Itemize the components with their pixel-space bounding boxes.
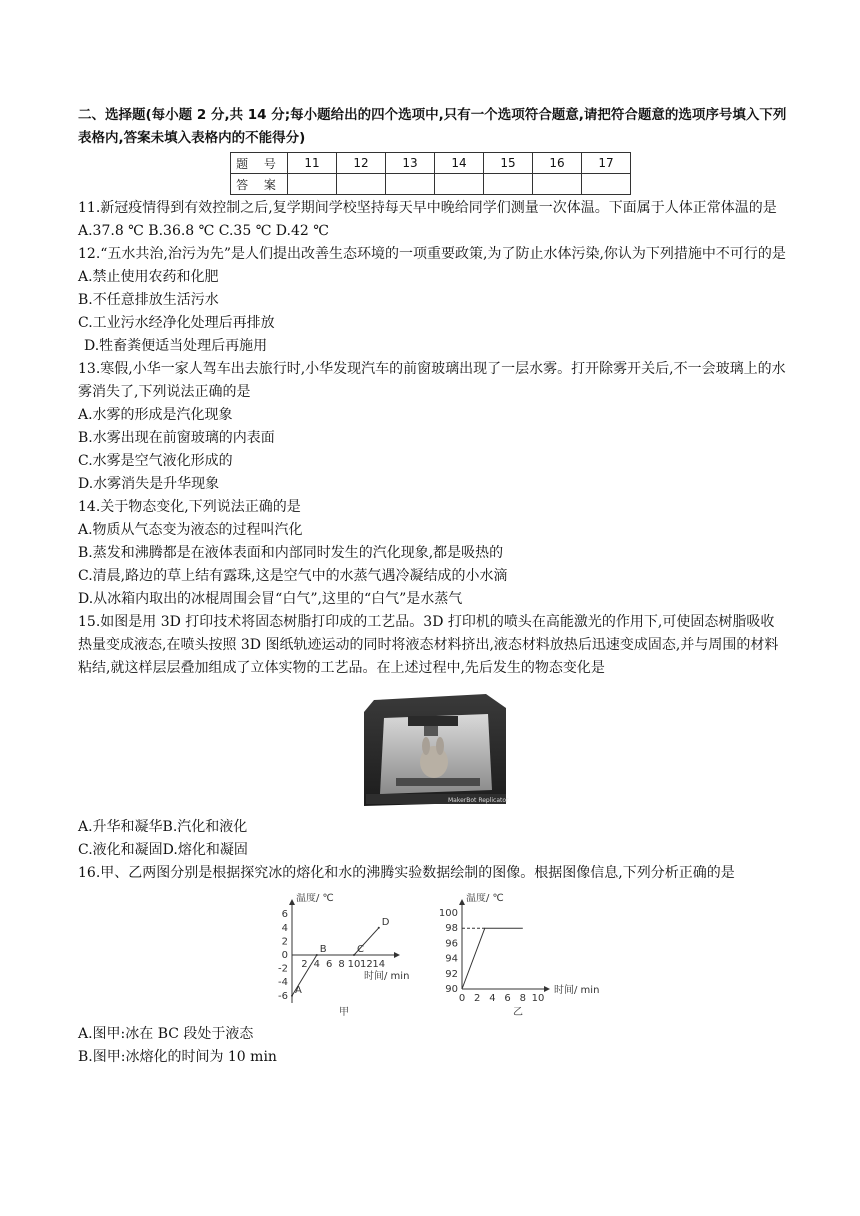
printer-image: [356, 690, 516, 810]
y-tick-label: 0: [281, 950, 288, 961]
y-tick-label: -6: [278, 990, 288, 1002]
q13-option-c: C.水雾是空气液化形成的: [78, 453, 233, 469]
q12-option-a: A.禁止使用农药和化肥: [78, 269, 219, 285]
printer-brand-label: MakerBot Replicator: [448, 797, 509, 804]
x-tick-label: 10: [347, 959, 361, 970]
answer-cell[interactable]: [533, 174, 582, 195]
answer-cell[interactable]: [386, 174, 435, 195]
y-tick-label: -4: [278, 977, 288, 989]
q14-option-c: C.清晨,路边的草上结有露珠,这是空气中的水蒸气遇冷凝结成的小水滴: [78, 568, 508, 584]
x-axis-label: 时间/ min: [554, 985, 600, 996]
x-axis-arrow: [394, 952, 400, 958]
point-label: D: [381, 916, 390, 928]
x-tick-label: 4: [489, 993, 496, 1004]
x-axis-label: 时间/ min: [364, 971, 410, 982]
x-tick-label: 0: [458, 993, 466, 1004]
y-tick-label: 90: [445, 984, 458, 995]
x-tick-label: 8: [519, 993, 526, 1004]
y-tick-label: 98: [445, 923, 458, 935]
q13-option-b: B.水雾出现在前窗玻璃的内表面: [78, 430, 275, 446]
exam-page: [78, 104, 788, 1069]
y-tick-label: 100: [438, 908, 458, 919]
series-line: [462, 928, 523, 989]
question-number-cell: 16: [533, 153, 582, 174]
y-tick-label: 6: [281, 909, 288, 921]
answer-table: [230, 152, 631, 195]
x-axis-arrow: [544, 986, 550, 992]
q15-stem: 15.如图是用 3D 打印技术将固态树脂打印成的工艺品。3D 打印机的喷头在高能激光的作用下,可使固态树脂吸收热量变成液态,在喷头按照 3D 图纸轨迹运动的同时将液态材料挤出,液态材料放热后迅速变成固态,并与周围的材料粘结,就这样层层叠加组成了立体实物的工艺品。在上述过程中,先后发生的物态变化是: [78, 614, 779, 676]
q12-option-c: C.工业污水经净化处理后再排放: [78, 315, 275, 331]
chart-title: 乙: [513, 1007, 523, 1018]
y-tick-label: 92: [445, 968, 458, 980]
y-axis-label: 温度/ ℃: [296, 893, 334, 904]
data-point: [291, 995, 293, 997]
q14-option-d: D.从冰箱内取出的冰棍周围会冒“白气”,这里的“白气”是水蒸气: [78, 591, 463, 607]
x-tick-label: 2: [474, 993, 481, 1004]
x-tick-label: 6: [326, 959, 333, 970]
chart-title: 甲: [339, 1007, 349, 1018]
answer-cell[interactable]: [435, 174, 484, 195]
x-tick-label: 10: [531, 993, 545, 1004]
q16-graphs: [266, 893, 616, 1023]
x-tick-label: 8: [338, 959, 345, 970]
data-point: [353, 954, 355, 956]
q12-option-b: B.不任意排放生活污水: [78, 292, 219, 308]
x-tick-label: 14: [372, 959, 386, 970]
q14-option-b: B.蒸发和沸腾都是在液体表面和内部同时发生的汽化现象,都是吸热的: [78, 545, 504, 561]
y-axis-label: 温度/ ℃: [466, 893, 504, 904]
y-tick-label: 4: [281, 922, 288, 934]
point-label: C: [357, 944, 364, 955]
x-tick-label: 4: [313, 959, 320, 970]
y-axis-arrow: [289, 899, 295, 905]
q12-stem: 12.“五水共治,治污为先”是人们提出改善生态环境的一项重要政策,为了防止水体污染,你认为下列措施中不可行的是: [78, 246, 786, 262]
data-point: [316, 954, 318, 956]
q15-options-ab: A.升华和凝华B.汽化和液化: [78, 819, 248, 835]
question-number-cell: 13: [386, 153, 435, 174]
q13-stem: 13.寒假,小华一家人驾车出去旅行时,小华发现汽车的前窗玻璃出现了一层水雾。打开除雾开关后,不一会玻璃上的水雾消失了,下列说法正确的是: [78, 361, 786, 400]
question-number-cell: 14: [435, 153, 484, 174]
answer-cell[interactable]: [484, 174, 533, 195]
q16-stem: 16.甲、乙两图分别是根据探究冰的熔化和水的沸腾实验数据绘制的图像。根据图像信息,下列分析正确的是: [78, 865, 735, 881]
question-number-cell: 15: [484, 153, 533, 174]
question-number-cell: 12: [337, 153, 386, 174]
row-label-number: 题 号: [231, 153, 288, 174]
question-number-cell: 11: [288, 153, 337, 174]
q13-option-d: D.水雾消失是升华现象: [78, 476, 220, 492]
3d-printer-illustration: [356, 690, 516, 810]
q11-stem: 11.新冠疫情得到有效控制之后,复学期间学校坚持每天早中晚给同学们测量一次体温。下面属于人体正常体温的是: [78, 200, 777, 216]
x-tick-label: 2: [301, 959, 308, 970]
y-tick-label: -2: [278, 963, 288, 975]
y-tick-label: 2: [281, 936, 288, 948]
table-row: [231, 174, 631, 195]
y-axis-arrow: [459, 899, 465, 905]
table-row: [231, 153, 631, 174]
row-label-answer: 答 案: [231, 174, 288, 195]
point-label: A: [295, 984, 302, 996]
data-point: [378, 927, 380, 929]
q16-option-b: B.图甲:冰熔化的时间为 10 min: [78, 1049, 277, 1065]
x-tick-label: 12: [360, 959, 373, 970]
section-header: 二、选择题(每小题 2 分,共 14 分;每小题给出的四个选项中,只有一个选项符合题意,请把符合题意的选项序号填入下列表格内,答案未填入表格内的不能得分): [78, 107, 787, 146]
q14-option-a: A.物质从气态变为液态的过程叫汽化: [78, 522, 303, 538]
point-label: B: [319, 944, 327, 955]
y-tick-label: 96: [445, 938, 458, 950]
q11-options: A.37.8 ℃ B.36.8 ℃ C.35 ℃ D.42 ℃: [78, 223, 329, 239]
q16-option-a: A.图甲:冰在 BC 段处于液态: [78, 1026, 254, 1042]
answer-cell[interactable]: [288, 174, 337, 195]
answer-cell[interactable]: [337, 174, 386, 195]
q12-option-d: D.牲畜粪便适当处理后再施用: [84, 338, 268, 354]
q15-options-cd: C.液化和凝固D.熔化和凝固: [78, 842, 248, 858]
question-number-cell: 17: [582, 153, 631, 174]
q13-option-a: A.水雾的形成是汽化现象: [78, 407, 233, 423]
y-tick-label: 94: [445, 953, 458, 965]
answer-cell[interactable]: [582, 174, 631, 195]
q16-charts-svg: [266, 893, 616, 1023]
x-tick-label: 6: [504, 993, 511, 1004]
q14-stem: 14.关于物态变化,下列说法正确的是: [78, 499, 301, 515]
